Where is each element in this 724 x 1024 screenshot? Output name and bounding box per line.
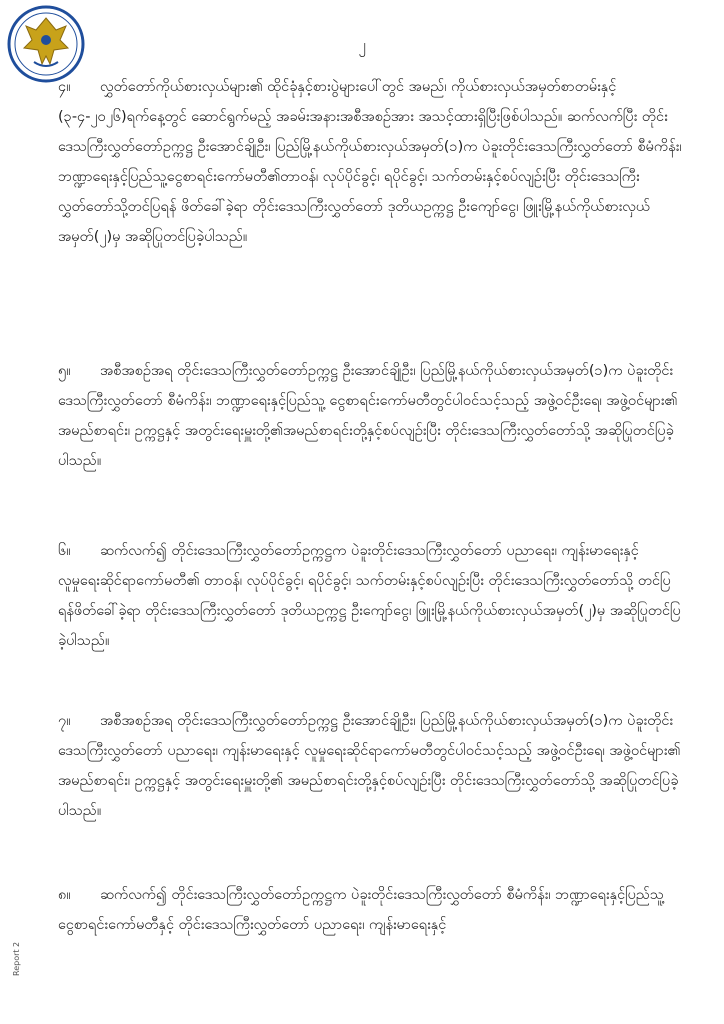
page-number: ၂: [358, 36, 366, 54]
paragraph-6: [58, 536, 684, 656]
paragraph-text: အစီအစဉ်အရ တိုင်းဒေသကြီးလွှတ်တော်ဥက္ကဋ္ဌ ဦးအောင်ချိုဦး၊ ပြည်မြို့နယ်ကိုယ်စားလှယ်အမှတ်(၁)က ပဲခူးတိုင်းဒေသကြီးလွှတ်တော် ပညာရေး၊ ကျန်းမာရေးနှင့် လူမှုရေးဆိုင်ရာကော်မတီတွင်ပါဝင်သင့်သည့် အဖွဲ့ဝင်ဦးရေ၊ အဖွဲ့ဝင်များ၏ အမည်စာရင်း၊ ဥက္ကဋ္ဌနှင့် အတွင်းရေးမှူးတို့၏ အမည်စာရင်းတို့နှင့်စပ်လျဉ်းပြီး တိုင်းဒေသကြီးလွှတ်တော်သို့ အဆိုပြုတင်ပြခဲ့ပါသည်။: [58, 713, 681, 819]
paragraph-number: ၆။: [58, 543, 71, 559]
paragraph-text: အစီအစဉ်အရ တိုင်းဒေသကြီးလွှတ်တော်ဥက္ကဋ္ဌ ဦးအောင်ချိုဦး၊ ပြည်မြို့နယ်ကိုယ်စားလှယ်အမှတ်(၁)က ပဲခူးတိုင်းဒေသကြီးလွှတ်တော် စီမံကိန်း၊ ဘဏ္ဍာရေးနှင့်ပြည်သူ့ ငွေစာရင်းကော်မတီတွင်ပါဝင်သင့်သည့် အဖွဲ့ဝင်ဦးရေ၊ အဖွဲ့ဝင်များ၏ အမည်စာရင်း၊ ဥက္ကဋ္ဌနှင့် အတွင်းရေးမှူးတို့၏အမည်စာရင်းတို့နှင့်စပ်လျဉ်းပြီး တိုင်းဒေသကြီးလွှတ်တော်သို့ အဆိုပြုတင်ပြခဲ့ပါသည်။: [58, 363, 678, 469]
paragraph-text: ဆက်လက်၍ တိုင်းဒေသကြီးလွှတ်တော်ဥက္ကဋ္ဌက ပဲခူးတိုင်းဒေသကြီးလွှတ်တော် စီမံကိန်း၊ ဘဏ္ဍာရေးနှင့်ပြည်သူ့ငွေစာရင်းကော်မတီနှင့် တိုင်းဒေသကြီးလွှတ်တော် ပညာရေး၊ ကျန်းမာရေးနှင့်: [58, 887, 664, 933]
paragraph-number: ၈။: [58, 887, 71, 903]
paragraph-4: [58, 72, 684, 252]
side-label: Report 2: [12, 941, 21, 976]
paragraph-text: လွှတ်တော်ကိုယ်စားလှယ်များ၏ ထိုင်ခုံနှင့်စားပွဲများပေါ်တွင် အမည်၊ ကိုယ်စားလှယ်အမှတ်စာတမ်းနှင့် (၃-၄-၂၀၂၆)ရက်နေ့တွင် ဆောင်ရွက်မည့် အခမ်းအနားအစီအစဉ်အား အသင့်ထားရှိပြီးဖြစ်ပါသည်။ ဆက်လက်ပြီး တိုင်းဒေသကြီးလွှတ်တော်ဥက္ကဋ္ဌ ဦးအောင်ချိုဦး၊ ပြည်မြို့နယ်ကိုယ်စားလှယ်အမှတ်(၁)က ပဲခူးတိုင်းဒေသကြီးလွှတ်တော် စီမံကိန်း၊ ဘဏ္ဍာရေးနှင့်ပြည်သူ့ငွေစာရင်းကော်မတီ၏တာဝန်၊ လုပ်ပိုင်ခွင့်၊ ရပိုင်ခွင့်၊ သက်တမ်းနှင့်စပ်လျဉ်းပြီး တိုင်းဒေသကြီးလွှတ်တော်သို့တင်ပြရန် ဖိတ်ခေါ်ခဲ့ရာ တိုင်းဒေသကြီးလွှတ်တော် ဒုတိယဥက္ကဋ္ဌ ဦးကျော်ငွေ၊ ဖြူးမြို့နယ်ကိုယ်စားလှယ်အမှတ်(၂)မှ အဆိုပြုတင်ပြခဲ့ပါသည်။: [58, 79, 682, 245]
paragraph-5: [58, 356, 684, 476]
paragraph-number: ၇။: [58, 713, 71, 729]
paragraph-number: ၄။: [58, 79, 71, 95]
paragraph-number: ၅။: [58, 363, 71, 379]
paragraph-text: ဆက်လက်၍ တိုင်းဒေသကြီးလွှတ်တော်ဥက္ကဋ္ဌက ပဲခူးတိုင်းဒေသကြီးလွှတ်တော် ပညာရေး၊ ကျန်းမာရေးနှင့် လူမှုရေးဆိုင်ရာကော်မတီ၏ တာဝန်၊ လုပ်ပိုင်ခွင့်၊ ရပိုင်ခွင့်၊ သက်တမ်းနှင့်စပ်လျဉ်းပြီး တိုင်းဒေသကြီးလွှတ်တော်သို့ တင်ပြရန်ဖိတ်ခေါ်ခဲ့ရာ တိုင်းဒေသကြီးလွှတ်တော် ဒုတိယဥက္ကဋ္ဌ ဦးကျော်ငွေ၊ ဖြူးမြို့နယ်ကိုယ်စားလှယ်အမှတ်(၂)မှ အဆိုပြုတင်ပြခဲ့ပါသည်။: [58, 543, 681, 649]
paragraph-7: [58, 706, 684, 826]
paragraph-8: [58, 880, 684, 940]
